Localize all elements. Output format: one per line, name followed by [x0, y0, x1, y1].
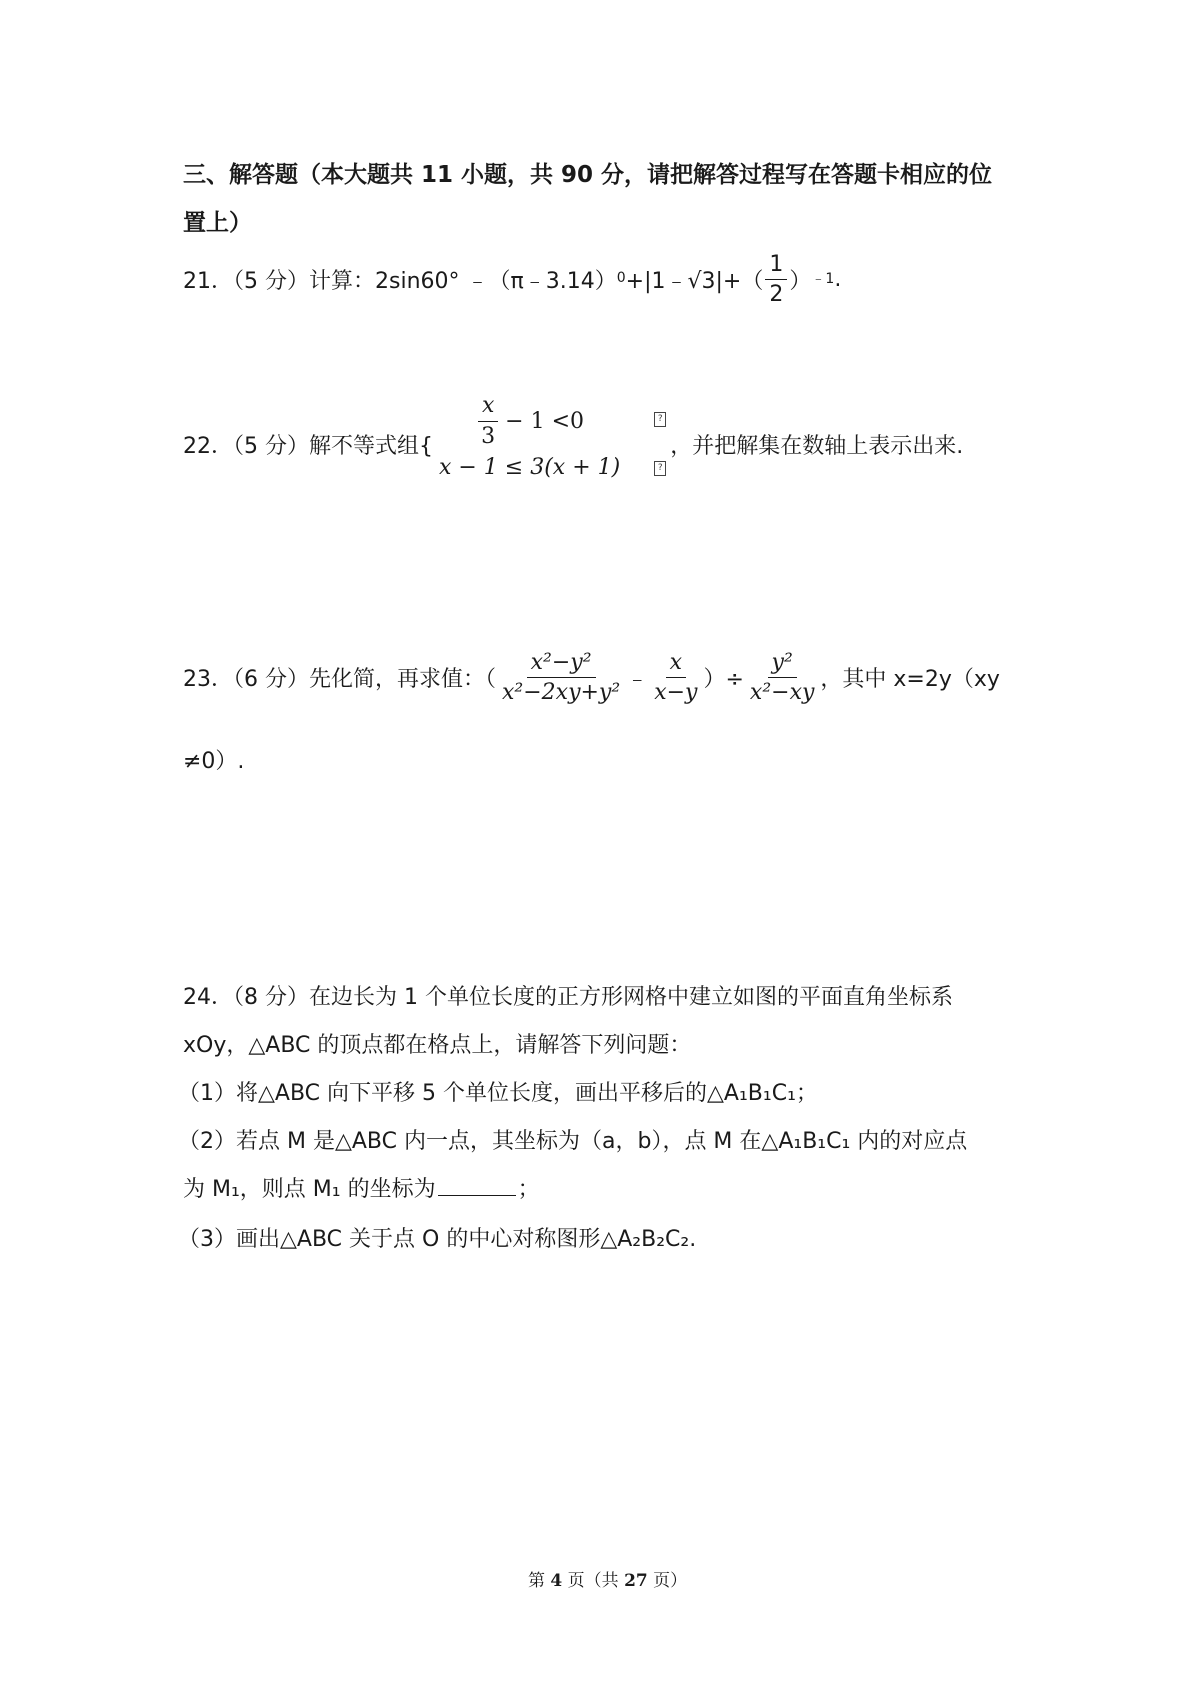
question-23 [183, 650, 1000, 706]
q23-f1-denominator: x²−2xy+y² [502, 680, 621, 706]
footer-page-number: 4 [550, 1571, 563, 1591]
question-21 [183, 252, 841, 308]
q22-number: 22．（5 分）解不等式组{ [183, 433, 433, 459]
q21-exponent-zero: 0 [616, 269, 626, 286]
q24-part2-pre: 为 M₁，则点 M₁ 的坐标为 [183, 1177, 436, 1202]
q23-fraction-1 [498, 650, 624, 706]
page-footer [528, 1566, 687, 1591]
q23-f1-numerator: x²−y² [527, 650, 596, 678]
q21-close-paren: ） [789, 269, 812, 295]
q23-line2: ≠0）. [183, 749, 245, 774]
q22-inequality-system [433, 393, 666, 490]
footer-pre: 第 [528, 1571, 545, 1591]
q22-line1-rest: − 1 <0 [505, 408, 585, 434]
q22-frac-x-over-3 [477, 393, 499, 449]
q23-f3-numerator: y² [768, 650, 797, 678]
q22-line1 [475, 393, 585, 449]
q21-frac-numerator: 1 [765, 252, 787, 280]
q23-f2-numerator: x [666, 650, 686, 678]
q22-missing-glyph-1: ? [654, 412, 666, 427]
q24-part3: （3）画出△ABC 关于点 O 的中心对称图形△A₂B₂C₂. [178, 1227, 697, 1252]
q23-number: 23．（6 分）先化简，再求值：（ [183, 667, 496, 693]
q21-number: 21．（5 分）计算： [183, 269, 375, 295]
q23-minus: ﹣ [626, 667, 649, 693]
q22-frac-numerator: x [478, 393, 498, 421]
q23-fraction-3 [746, 650, 819, 706]
q22-tail: ，并把解集在数轴上表示出来. [670, 433, 964, 459]
q24-line2: xOy，△ABC 的顶点都在格点上，请解答下列问题： [183, 1033, 692, 1058]
q22-frac-denominator: 3 [481, 423, 496, 449]
q24-answer-blank [438, 1175, 516, 1196]
q21-frac-denominator: 2 [769, 282, 784, 308]
footer-total-pages: 27 [624, 1571, 648, 1591]
q24-part2-continued [183, 1172, 540, 1203]
section-title-line2: 置上） [183, 210, 252, 236]
q21-end: . [834, 267, 842, 293]
q21-fraction-half [765, 252, 787, 308]
footer-post: 页） [653, 1571, 688, 1591]
q23-f3-denominator: x²−xy [749, 680, 815, 706]
q24-line1: 24．（8 分）在边长为 1 个单位长度的正方形网格中建立如图的平面直角坐标系 [183, 985, 953, 1010]
q21-expr-b: +|1﹣√3|+（ [625, 269, 764, 295]
q22-line2: x − 1 ≤ 3(x + 1) [438, 454, 621, 480]
q23-tail: ，其中 x=2y（xy [820, 667, 1000, 693]
q22-missing-glyph-2: ? [654, 461, 666, 476]
q24-part2-post: ； [517, 1177, 540, 1202]
section-title-line1: 三、解答题（本大题共 11 小题，共 90 分，请把解答过程写在答题卡相应的位 [183, 162, 993, 188]
footer-mid: 页（共 [567, 1571, 619, 1591]
question-22 [183, 393, 964, 490]
q23-divide: ）÷ [703, 667, 744, 693]
q23-f2-denominator: x−y [654, 680, 698, 706]
q24-part2: （2）若点 M 是△ABC 内一点，其坐标为（a，b），点 M 在△A₁B₁C₁ 内的对应点 [178, 1129, 968, 1154]
q23-fraction-2 [650, 650, 701, 706]
q21-exponent-neg1: ﹣1 [811, 270, 835, 287]
q24-part1: （1）将△ABC 向下平移 5 个单位长度，画出平移后的△A₁B₁C₁； [178, 1081, 818, 1106]
q21-expr-a: 2sin60° ﹣（π﹣3.14） [375, 269, 617, 295]
